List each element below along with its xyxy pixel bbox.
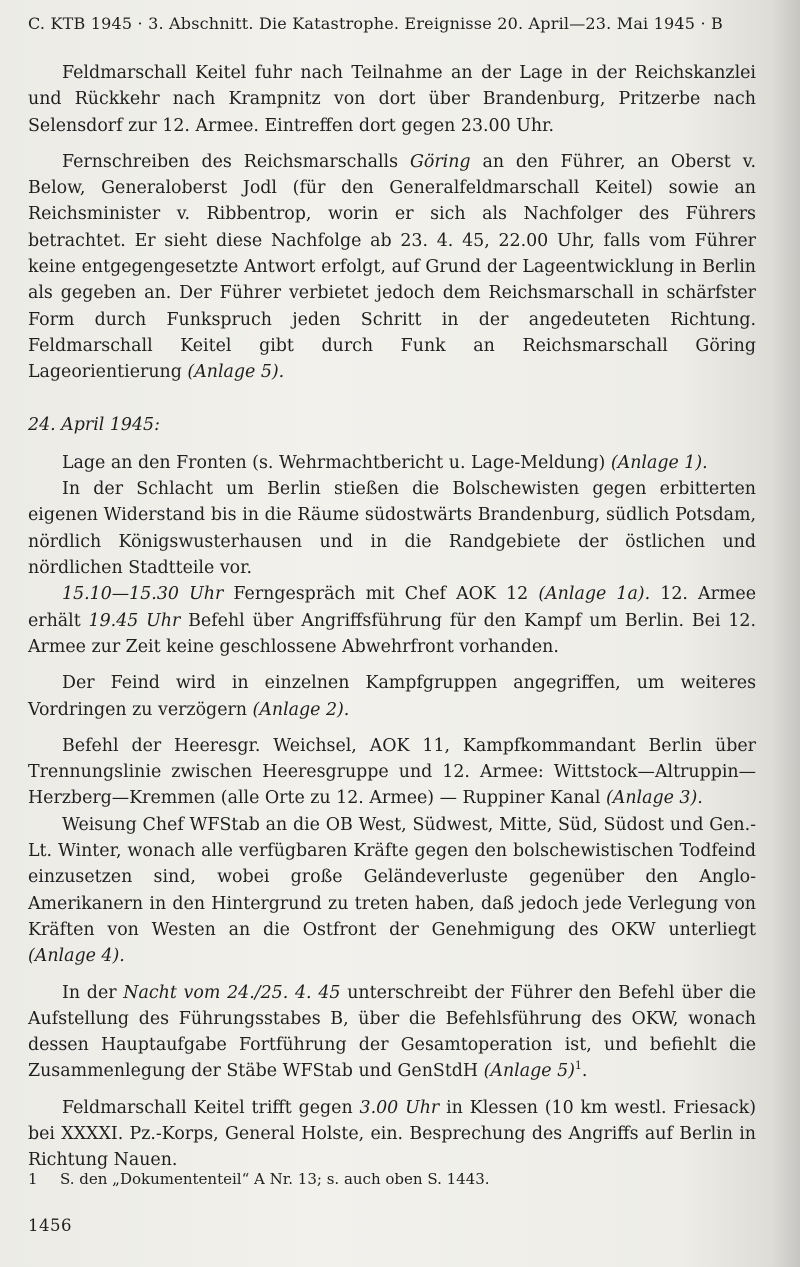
paragraph-goering-telex: Fernschreiben des Reichsmarschalls Göring an den Führer, an Oberst v. Below, Generaloberst Jodl (für den Generalfeldmarschall Keitel) sowie an Reichsminister v. Ribbentrop, worin er sich als Nachfolger des Führers betrachtet. Er sieht diese Nachfolge ab 23. 4. 45, 22.00 Uhr, falls vom Führer keine entgegengesetzte Antwort erfolgt, auf Grund der Lageentwicklung in Berlin als gegeben an. Der Führer verbietet jedoch dem Reichsmarschall in schärfster Form durch Funkspruch jeden Schritt in der angedeuteten Richtung. Feldmarschall Keitel gibt durch Funk an Reichsmarschall Göring Lageorientierung (Anlage 5). xyxy=(28,151,756,383)
annex-reference: (Anlage 2). xyxy=(252,699,350,720)
paragraph-enemy-attack: Der Feind wird in einzelnen Kampfgruppen angegriffen, um weiteres Vordringen zu verzögern (Anlage 2). xyxy=(28,673,756,720)
annex-reference: (Anlage 5) xyxy=(483,1061,575,1082)
paragraph-army-group-order: Befehl der Heeresgr. Weichsel, AOK 11, Kampfkommandant Berlin über Trennungslinie zwischen Heeresgruppe und 12. Armee: Wittstock—Altruppin—Herzberg—Kremmen (alle Orte zu 12. Armee) — Ruppiner Kanal (Anlage 3). xyxy=(28,735,756,809)
paragraph-keitel-klessen: Feldmarschall Keitel trifft gegen 3.00 Uhr in Klessen (10 km westl. Friesack) bei XXXXI. Pz.-Korps, General Holste, ein. Besprechung des Angriffs auf Berlin in Richtung Nauen. xyxy=(28,1097,756,1171)
page-body xyxy=(28,60,756,1174)
paragraph-night-order: In der Nacht vom 24./25. 4. 45 unterschreibt der Führer den Befehl über die Aufstellung des Führungsstabes B, über die Befehlsführung des OKW, wonach dessen Hauptaufgabe Fortführung der Gesamtoperation ist, und befiehlt die Zusammenlegung der Stäbe WFStab und GenStdH (Anlage 5)$^1$. xyxy=(28,982,757,1082)
annex-reference: (Anlage 3). xyxy=(606,788,703,809)
footnote-number: 1 xyxy=(28,1170,38,1188)
paragraph-front-situation: Lage an den Fronten (s. Wehrmachtbericht u. Lage-Meldung) (Anlage 1). xyxy=(62,452,708,473)
footnote-text: S. den „Dokumententeil“ A Nr. 13; s. auch oben S. 1443. xyxy=(60,1170,490,1188)
annex-reference: (Anlage 1). xyxy=(610,452,708,473)
footnote-marker: 1 xyxy=(574,1059,582,1073)
paragraph-keitel-travel: Feldmarschall Keitel fuhr nach Teilnahme an der Lage in der Reichskanzlei und Rückkehr nach Krampnitz von dort über Brandenburg, Pritzerbe nach Selensdorf zur 12. Armee. Eintreffen dort gegen 23.00 Uhr. xyxy=(28,63,756,136)
footnote xyxy=(28,1168,768,1190)
paragraph-phone-call: 15.10—15.30 Uhr Ferngespräch mit Chef AOK 12 (Anlage 1a). 12. Armee erhält 19.45 Uhr Befehl über Angriffsführung für den Kampf um Berlin. Bei 12. Armee zur Zeit keine geschlossene Abwehrfront vorhanden. xyxy=(28,584,756,657)
page-number: 1456 xyxy=(28,1216,72,1235)
date-heading: 24. April 1945: xyxy=(28,414,160,435)
annex-reference: (Anlage 4). xyxy=(28,946,125,967)
annex-reference: (Anlage 5). xyxy=(187,362,285,383)
annex-reference: (Anlage 1a). xyxy=(538,584,651,605)
paragraph-battle-berlin: In der Schlacht um Berlin stießen die Bolschewisten gegen erbitterten eigenen Widerstand bis in die Räume südostwärts Brandenburg, südlich Potsdam, nördlich Königswusterhausen und in die Randgebiete der östlichen und nördlichen Stadtteile vor. xyxy=(28,479,756,579)
name-goering: Göring xyxy=(409,151,471,172)
page-edge-shadow xyxy=(772,0,800,1267)
running-header: C. KTB 1945 · 3. Abschnitt. Die Katastrophe. Ereignisse 20. April—23. Mai 1945 · B xyxy=(28,14,723,33)
paragraph-wfstab-directive: Weisung Chef WFStab an die OB West, Südwest, Mitte, Süd, Südost und Gen.-Lt. Winter, wonach alle verfügbaren Kräfte gegen den bolschewistischen Todfeind einzusetzen sind, wobei große Geländeverluste gegenüber den Anglo-Amerikanern in den Hintergrund zu treten haben, daß jedoch jede Verlegung von Kräften von Westen an die Ostfront der Genehmigung des OKW unterliegt (Anlage 4). xyxy=(28,814,756,967)
